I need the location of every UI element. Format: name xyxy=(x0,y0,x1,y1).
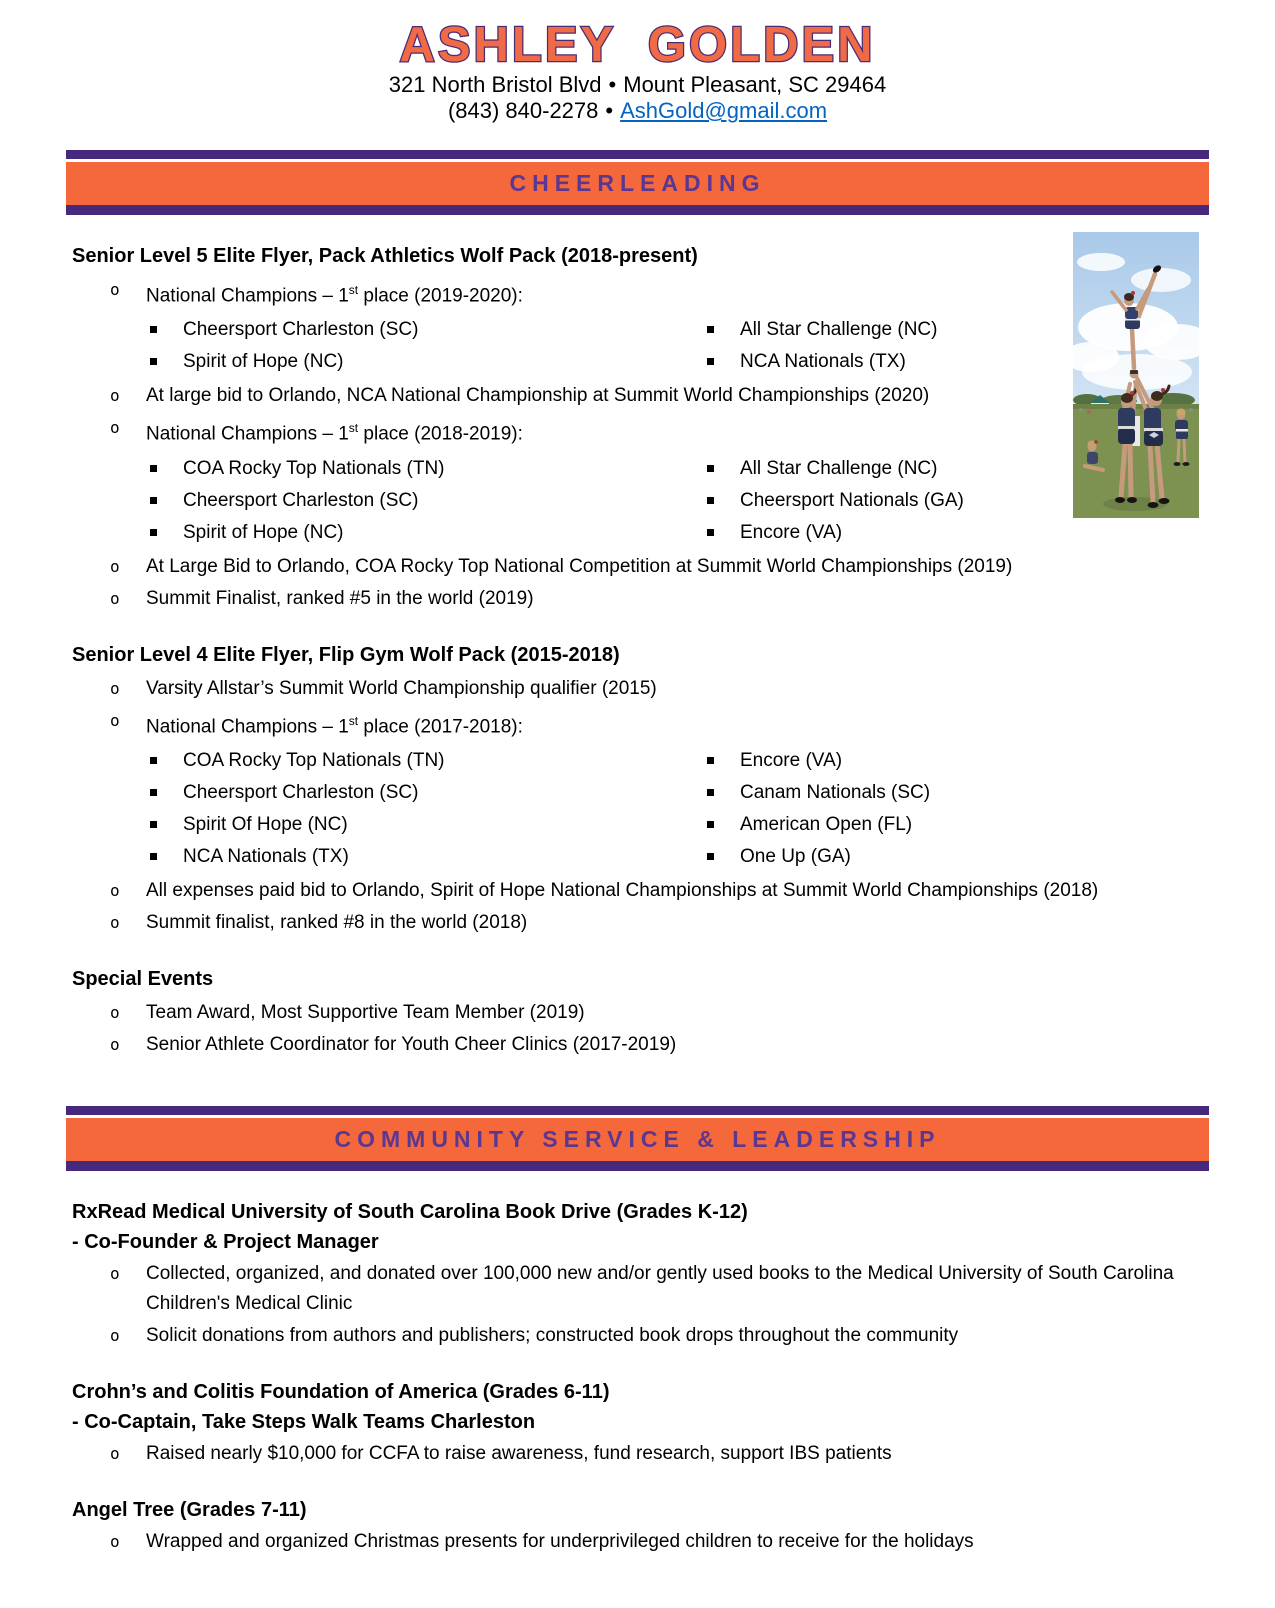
list-item xyxy=(72,381,1185,411)
bullet-text: All Star Challenge (NC) xyxy=(740,319,938,341)
two-column-list xyxy=(72,452,1185,550)
bullet-text xyxy=(146,275,523,311)
bullet-text: Summit Finalist, ranked #5 in the world (2019) xyxy=(146,587,534,609)
list-item xyxy=(148,842,705,872)
bullet-text: Spirit of Hope (NC) xyxy=(183,351,344,373)
address-line xyxy=(0,72,1275,98)
bullet-text: All Star Challenge (NC) xyxy=(740,457,938,479)
org2-bullets xyxy=(72,1439,1185,1469)
list-item xyxy=(705,746,1185,776)
bullet-text: Spirit of Hope (NC) xyxy=(183,521,344,543)
list-item xyxy=(72,552,1185,582)
circle-bullet-marker: o xyxy=(110,1034,120,1054)
circle-bullet-marker: o xyxy=(110,678,120,698)
banner-top-stripe xyxy=(66,150,1209,159)
list-item xyxy=(72,908,1185,938)
phone-email-line xyxy=(0,98,1275,124)
circle-bullet-marker: o xyxy=(110,1263,120,1283)
org1-role: - Co-Founder & Project Manager xyxy=(72,1230,379,1253)
ordinal-suffix: st xyxy=(348,421,359,436)
column-right xyxy=(705,744,1185,874)
list-item xyxy=(705,518,1185,548)
list-item xyxy=(148,486,705,516)
list-item xyxy=(72,706,1185,742)
two-column-list xyxy=(72,744,1185,874)
job1-bullets-b xyxy=(72,381,1185,449)
bullet-text-pre: National Champions – 1 xyxy=(146,423,349,445)
phone-number: (843) 840-2278 xyxy=(447,98,599,123)
circle-bullet-marker: o xyxy=(110,1002,120,1022)
job1-bullets-a xyxy=(72,275,1185,311)
bullet-text: Senior Athlete Coordinator for Youth Cheer Clinics (2017-2019) xyxy=(146,1033,677,1055)
list-item xyxy=(72,1030,1185,1060)
list-item xyxy=(148,746,705,776)
bullet-text: NCA Nationals (TX) xyxy=(740,351,906,373)
circle-bullet-marker: o xyxy=(110,280,120,299)
bullet-text: Cheersport Charleston (SC) xyxy=(183,319,419,341)
list-item xyxy=(72,1439,1185,1469)
cheerleading-photo xyxy=(1073,232,1199,518)
job1-bullets-c xyxy=(72,552,1185,614)
list-item xyxy=(72,584,1185,614)
list-item xyxy=(72,1527,1185,1557)
header xyxy=(0,0,1275,124)
bullet-text: At Large Bid to Orlando, COA Rocky Top National Competition at Summit World Championships (2019) xyxy=(146,555,1013,577)
banner-bottom-stripe xyxy=(66,205,1209,215)
list-item xyxy=(148,454,705,484)
list-item xyxy=(705,778,1185,808)
bullet-separator: • xyxy=(605,98,614,123)
bullet-text: Cheersport Charleston (SC) xyxy=(183,781,419,803)
bullet-text: Cheersport Charleston (SC) xyxy=(183,489,419,511)
special-events-title: Special Events xyxy=(72,967,214,990)
community-banner-title: COMMUNITY SERVICE & LEADERSHIP xyxy=(66,1118,1209,1161)
bullet-text: Encore (VA) xyxy=(740,521,843,543)
ordinal-suffix: st xyxy=(348,283,359,297)
bullet-text xyxy=(146,413,523,449)
org1-bullets xyxy=(72,1259,1185,1351)
circle-bullet-marker: o xyxy=(110,1325,120,1345)
bullet-text-pre: National Champions – 1 xyxy=(146,285,349,307)
ordinal-suffix: st xyxy=(348,713,359,728)
job2-bullets-a xyxy=(72,674,1185,742)
bullet-text-post: place (2018-2019): xyxy=(358,423,523,445)
section-banner-cheerleading xyxy=(66,150,1209,215)
bullet-text: Team Award, Most Supportive Team Member (2019) xyxy=(146,1001,585,1023)
bullet-text: At large bid to Orlando, NCA National Championship at Summit World Championships (2020) xyxy=(146,385,930,407)
org2-title: Crohn’s and Colitis Foundation of America (Grades 6-11) xyxy=(72,1380,610,1403)
bullet-text: Cheersport Nationals (GA) xyxy=(740,489,964,511)
special-events-bullets xyxy=(72,998,1185,1060)
circle-bullet-marker: o xyxy=(110,588,120,608)
list-item xyxy=(148,315,705,345)
column-left xyxy=(148,452,705,550)
circle-bullet-marker: o xyxy=(110,556,120,576)
circle-bullet-marker: o xyxy=(110,418,120,438)
column-left xyxy=(148,313,705,379)
list-item xyxy=(148,778,705,808)
list-item xyxy=(72,413,1185,449)
bullet-text: Canam Nationals (SC) xyxy=(740,781,931,803)
banner-bottom-stripe xyxy=(66,1161,1209,1171)
street-address: 321 North Bristol Blvd xyxy=(388,72,602,97)
list-item xyxy=(72,275,1185,311)
circle-bullet-marker: o xyxy=(110,710,120,730)
org3-title: Angel Tree (Grades 7-11) xyxy=(72,1498,307,1521)
bullet-text: COA Rocky Top Nationals (TN) xyxy=(183,457,445,479)
list-item xyxy=(72,1321,1185,1351)
list-item xyxy=(705,842,1185,872)
list-item xyxy=(72,876,1185,906)
bullet-text: Solicit donations from authors and publishers; constructed book drops throughout the community xyxy=(146,1324,959,1346)
community-section xyxy=(0,1197,1275,1557)
bullet-text: All expenses paid bid to Orlando, Spirit of Hope National Championships at Summit World Championships (2018) xyxy=(146,879,1099,901)
circle-bullet-marker: o xyxy=(110,1443,120,1463)
job1-title: Senior Level 5 Elite Flyer, Pack Athletics Wolf Pack (2018-present) xyxy=(72,245,698,267)
bullet-text: Summit finalist, ranked #8 in the world (2018) xyxy=(146,911,528,933)
org2-role: - Co-Captain, Take Steps Walk Teams Charleston xyxy=(72,1410,536,1433)
bullet-text: Varsity Allstar’s Summit World Championship qualifier (2015) xyxy=(146,677,657,699)
bullet-text xyxy=(146,706,523,742)
circle-bullet-marker: o xyxy=(110,880,120,900)
list-item xyxy=(148,347,705,377)
city-state-zip: Mount Pleasant, SC 29464 xyxy=(623,72,887,97)
banner-top-stripe xyxy=(66,1106,1209,1115)
list-item xyxy=(148,810,705,840)
page-title: ASHLEY GOLDEN xyxy=(399,18,876,72)
bullet-text-post: place (2019-2020): xyxy=(358,285,523,307)
column-left xyxy=(148,744,705,874)
section-banner-community xyxy=(66,1106,1209,1171)
circle-bullet-marker: o xyxy=(110,1531,120,1551)
bullet-separator: • xyxy=(608,72,617,97)
list-item xyxy=(705,810,1185,840)
list-item xyxy=(72,998,1185,1028)
org3-bullets xyxy=(72,1527,1185,1557)
job2-title: Senior Level 4 Elite Flyer, Flip Gym Wolf Pack (2015-2018) xyxy=(72,643,620,666)
photo-grip xyxy=(1130,370,1139,379)
bullet-text: COA Rocky Top Nationals (TN) xyxy=(183,749,445,771)
bullet-text: Collected, organized, and donated over 100,000 new and/or gently used books to the Medical University of South Carolina Children's Medical Clinic xyxy=(146,1262,1174,1314)
bullet-text: Encore (VA) xyxy=(740,749,843,771)
email-link[interactable]: AshGold@gmail.com xyxy=(620,98,828,123)
bullet-text: Raised nearly $10,000 for CCFA to raise awareness, fund research, support IBS patients xyxy=(146,1442,892,1464)
cheerleading-banner-title: CHEERLEADING xyxy=(66,162,1209,205)
bullet-text: One Up (GA) xyxy=(740,845,851,867)
bullet-text: Wrapped and organized Christmas presents for underprivileged children to receive for the holidays xyxy=(146,1530,974,1552)
two-column-list xyxy=(72,313,1185,379)
circle-bullet-marker: o xyxy=(110,386,120,406)
bullet-text: American Open (FL) xyxy=(740,813,913,835)
bullet-text: NCA Nationals (TX) xyxy=(183,845,349,867)
job2-bullets-b xyxy=(72,876,1185,938)
bullet-text: Spirit Of Hope (NC) xyxy=(183,813,348,835)
org1-title: RxRead Medical University of South Carolina Book Drive (Grades K-12) xyxy=(72,1200,748,1223)
bullet-text-post: place (2017-2018): xyxy=(358,715,523,737)
circle-bullet-marker: o xyxy=(110,912,120,932)
list-item xyxy=(72,674,1185,704)
list-item xyxy=(148,518,705,548)
bullet-text-pre: National Champions – 1 xyxy=(146,715,349,737)
list-item xyxy=(72,1259,1185,1319)
